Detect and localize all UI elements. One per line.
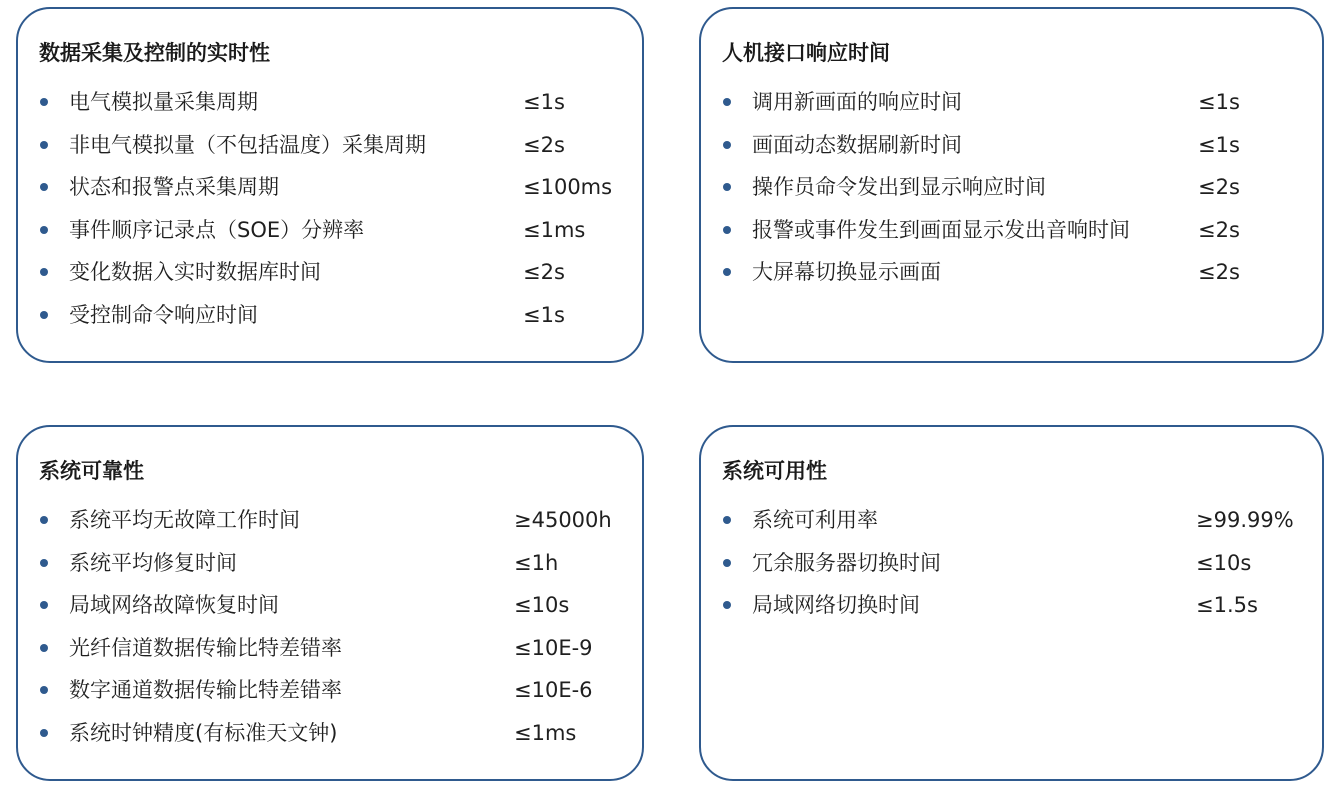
spec-label: 状态和报警点采集周期 bbox=[69, 175, 279, 200]
panel-title: 系统可用性 bbox=[722, 459, 827, 483]
spec-item bbox=[40, 506, 632, 549]
panel-system-availability bbox=[699, 425, 1324, 781]
bullet-dot-icon bbox=[723, 559, 731, 567]
spec-list bbox=[723, 88, 1312, 301]
spec-label: 系统可利用率 bbox=[752, 508, 878, 532]
bullet-dot-icon bbox=[723, 98, 731, 106]
spec-label: 局域网络切换时间 bbox=[752, 593, 920, 618]
spec-label: 变化数据入实时数据库时间 bbox=[69, 260, 321, 285]
panel-title: 系统可靠性 bbox=[39, 459, 144, 483]
spec-value: ≤1ms bbox=[514, 720, 577, 745]
bullet-dot-icon bbox=[40, 729, 48, 737]
spec-label: 冗余服务器切换时间 bbox=[752, 550, 941, 575]
spec-value: ≤10s bbox=[514, 593, 570, 618]
spec-value: ≤10E-6 bbox=[514, 678, 593, 703]
spec-item bbox=[40, 173, 632, 216]
spec-label: 局域网络故障恢复时间 bbox=[69, 593, 279, 618]
spec-item bbox=[723, 258, 1312, 301]
spec-value: ≤1s bbox=[523, 90, 565, 114]
spec-label: 受控制命令响应时间 bbox=[69, 302, 258, 327]
spec-list bbox=[40, 88, 632, 344]
spec-value: ≤2s bbox=[523, 260, 565, 285]
bullet-dot-icon bbox=[723, 601, 731, 609]
spec-value: ≤10E-9 bbox=[514, 635, 593, 660]
bullet-dot-icon bbox=[40, 141, 48, 149]
spec-value: ≥99.99% bbox=[1196, 508, 1294, 532]
spec-value: ≤100ms bbox=[523, 175, 613, 200]
spec-item bbox=[40, 88, 632, 131]
spec-item bbox=[723, 591, 1312, 634]
bullet-dot-icon bbox=[40, 601, 48, 609]
spec-value: ≤1s bbox=[523, 302, 565, 327]
spec-label: 系统平均无故障工作时间 bbox=[69, 508, 300, 532]
spec-value: ≤1.5s bbox=[1196, 593, 1258, 618]
bullet-dot-icon bbox=[40, 268, 48, 276]
spec-list bbox=[40, 506, 632, 762]
spec-value: ≥45000h bbox=[514, 508, 612, 532]
spec-label: 光纤信道数据传输比特差错率 bbox=[69, 635, 342, 660]
spec-label: 系统时钟精度(有标准天文钟) bbox=[69, 720, 338, 745]
spec-value: ≤10s bbox=[1196, 550, 1252, 575]
spec-item bbox=[40, 258, 632, 301]
panel-title: 人机接口响应时间 bbox=[722, 41, 890, 65]
bullet-dot-icon bbox=[40, 226, 48, 234]
spec-item bbox=[723, 506, 1312, 549]
spec-item bbox=[723, 173, 1312, 216]
spec-value: ≤2s bbox=[1198, 217, 1240, 242]
bullet-dot-icon bbox=[40, 311, 48, 319]
bullet-dot-icon bbox=[40, 686, 48, 694]
spec-item bbox=[40, 301, 632, 344]
panel-realtime-data-acquisition bbox=[16, 7, 644, 363]
spec-label: 系统平均修复时间 bbox=[69, 550, 237, 575]
bullet-dot-icon bbox=[40, 559, 48, 567]
spec-value: ≤1h bbox=[514, 550, 559, 575]
spec-item bbox=[40, 634, 632, 677]
spec-item bbox=[723, 549, 1312, 592]
spec-value: ≤1ms bbox=[523, 217, 586, 242]
panel-hmi-response-time bbox=[699, 7, 1324, 363]
bullet-dot-icon bbox=[723, 183, 731, 191]
spec-label: 画面动态数据刷新时间 bbox=[752, 132, 962, 157]
spec-label: 事件顺序记录点（SOE）分辨率 bbox=[69, 217, 365, 242]
spec-label: 数字通道数据传输比特差错率 bbox=[69, 678, 342, 703]
bullet-dot-icon bbox=[40, 98, 48, 106]
spec-item bbox=[723, 88, 1312, 131]
spec-list bbox=[723, 506, 1312, 634]
spec-label: 操作员命令发出到显示响应时间 bbox=[752, 175, 1046, 200]
spec-value: ≤1s bbox=[1198, 90, 1240, 114]
spec-item bbox=[723, 216, 1312, 259]
bullet-dot-icon bbox=[723, 141, 731, 149]
spec-label: 报警或事件发生到画面显示发出音响时间 bbox=[752, 217, 1130, 242]
spec-label: 非电气模拟量（不包括温度）采集周期 bbox=[69, 132, 426, 157]
bullet-dot-icon bbox=[40, 516, 48, 524]
spec-value: ≤2s bbox=[1198, 175, 1240, 200]
spec-item bbox=[40, 676, 632, 719]
spec-item bbox=[40, 591, 632, 634]
spec-item bbox=[40, 131, 632, 174]
bullet-dot-icon bbox=[40, 183, 48, 191]
spec-item bbox=[40, 719, 632, 762]
spec-label: 大屏幕切换显示画面 bbox=[752, 260, 941, 285]
spec-value: ≤2s bbox=[523, 132, 565, 157]
spec-item bbox=[723, 131, 1312, 174]
spec-value: ≤2s bbox=[1198, 260, 1240, 285]
bullet-dot-icon bbox=[40, 644, 48, 652]
bullet-dot-icon bbox=[723, 268, 731, 276]
panel-system-reliability bbox=[16, 425, 644, 781]
spec-value: ≤1s bbox=[1198, 132, 1240, 157]
spec-label: 调用新画面的响应时间 bbox=[752, 90, 962, 114]
bullet-dot-icon bbox=[723, 516, 731, 524]
spec-label: 电气模拟量采集周期 bbox=[69, 90, 258, 114]
bullet-dot-icon bbox=[723, 226, 731, 234]
spec-item bbox=[40, 549, 632, 592]
spec-item bbox=[40, 216, 632, 259]
panel-title: 数据采集及控制的实时性 bbox=[39, 41, 270, 65]
